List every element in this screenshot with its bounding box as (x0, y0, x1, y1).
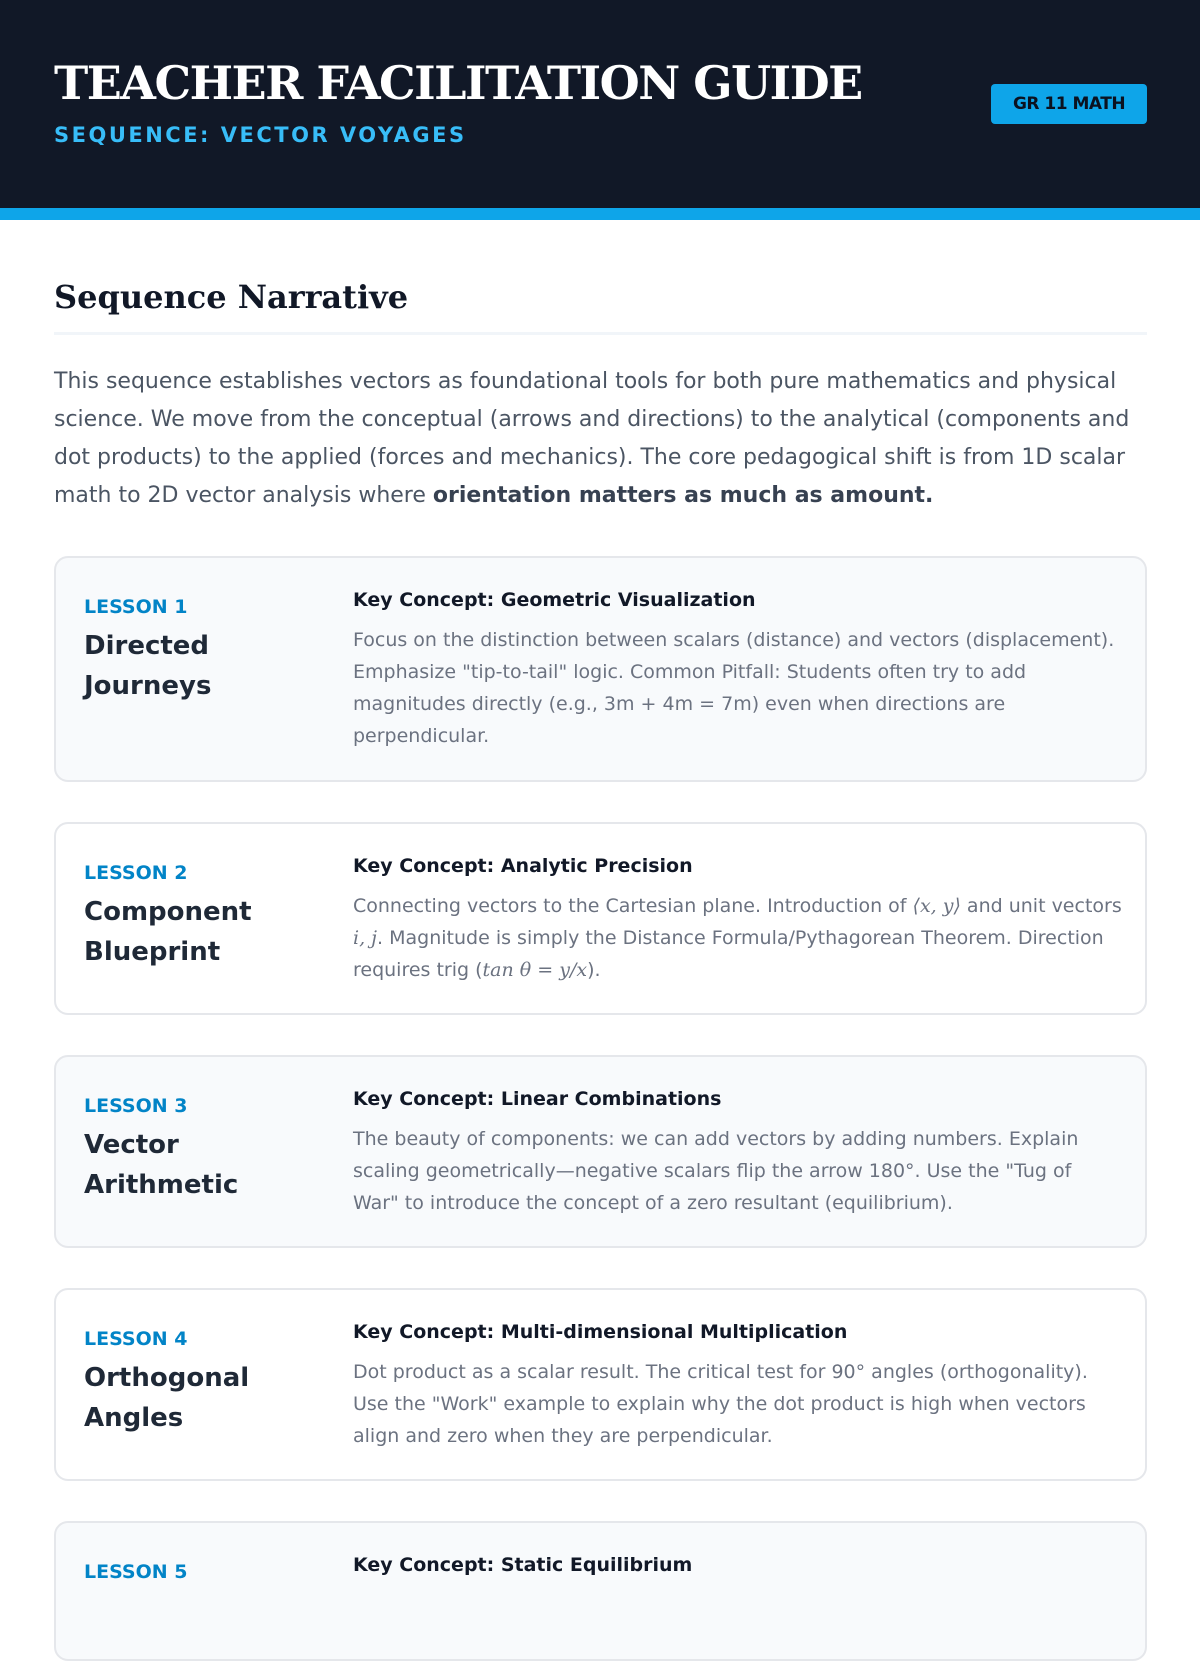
lesson-key-concept: Key Concept: Static Equilibrium (353, 1554, 693, 1576)
lesson-description-text: Connecting vectors to the Cartesian plane. Introduction of (353, 895, 913, 917)
vector-notation: ⟨x, y⟩ (912, 895, 961, 917)
lesson-card-2 (54, 822, 1147, 1015)
lesson-key-concept: Key Concept: Linear Combinations (353, 1088, 722, 1110)
lesson-name: Component Blueprint (84, 897, 252, 967)
lesson-card-1 (54, 556, 1147, 782)
lesson-number: LESSON 3 (84, 1095, 188, 1117)
sequence-subtitle: SEQUENCE: VECTOR VOYAGES (54, 123, 467, 147)
lesson-number: LESSON 1 (84, 596, 188, 618)
lesson-number: LESSON 2 (84, 862, 188, 884)
lesson-description-text: and unit vectors (960, 895, 1122, 917)
unit-vectors-notation: i, j (353, 927, 378, 949)
lesson-card-4 (54, 1288, 1147, 1481)
narrative-emphasis: orientation matters as much as amount. (432, 483, 934, 508)
narrative-paragraph (54, 363, 1147, 515)
lesson-number: LESSON 5 (84, 1561, 188, 1583)
lesson-key-concept: Key Concept: Multi-dimensional Multiplication (353, 1321, 848, 1343)
lesson-description: The beauty of components: we can add vectors by adding numbers. Explain scaling geometrically—negative scalars flip the arrow 180°. Use the "Tug of War" to introduce the concept of a zero resultant (equilibrium). (353, 1128, 1079, 1214)
lesson-card-3 (54, 1055, 1147, 1248)
tangent-formula: tan θ = y/x (482, 959, 588, 981)
lesson-description (353, 890, 1123, 986)
lesson-description-text: ). (587, 959, 601, 981)
lesson-key-concept: Key Concept: Geometric Visualization (353, 589, 756, 611)
page-header (0, 0, 1200, 220)
lesson-description: Dot product as a scalar result. The critical test for 90° angles (orthogonality). Use the "Work" example to explain why the dot product is high when vectors align and zero when they are perpendicular. (353, 1361, 1088, 1447)
section-divider (54, 332, 1147, 335)
grade-badge: GR 11 MATH (991, 84, 1147, 124)
lesson-number: LESSON 4 (84, 1328, 188, 1350)
lesson-name: Orthogonal Angles (84, 1363, 250, 1433)
lesson-name: Vector Arithmetic (84, 1130, 239, 1200)
lesson-description-text: . Magnitude is simply the Distance Formula/Pythagorean Theorem. Direction requires trig ( (353, 927, 1104, 981)
lesson-card-5 (54, 1521, 1147, 1661)
lesson-key-concept: Key Concept: Analytic Precision (353, 855, 693, 877)
page-title: TEACHER FACILITATION GUIDE (54, 56, 862, 110)
lesson-description: Focus on the distinction between scalars (distance) and vectors (displacement). Emphasize "tip-to-tail" logic. Common Pitfall: Students often try to add magnitudes directly (e.g., 3m + 4m = 7m) even when directions are perpendicular. (353, 629, 1115, 747)
lesson-name: Directed Journeys (84, 631, 212, 701)
narrative-text: This sequence establishes vectors as foundational tools for both pure mathematics and physical science. We move from the conceptual (arrows and directions) to the analytical (components and dot products) to the applied (forces and mechanics). The core pedagogical shift is from 1D scalar math to 2D vector analysis where (54, 369, 1130, 508)
section-heading: Sequence Narrative (54, 278, 409, 316)
